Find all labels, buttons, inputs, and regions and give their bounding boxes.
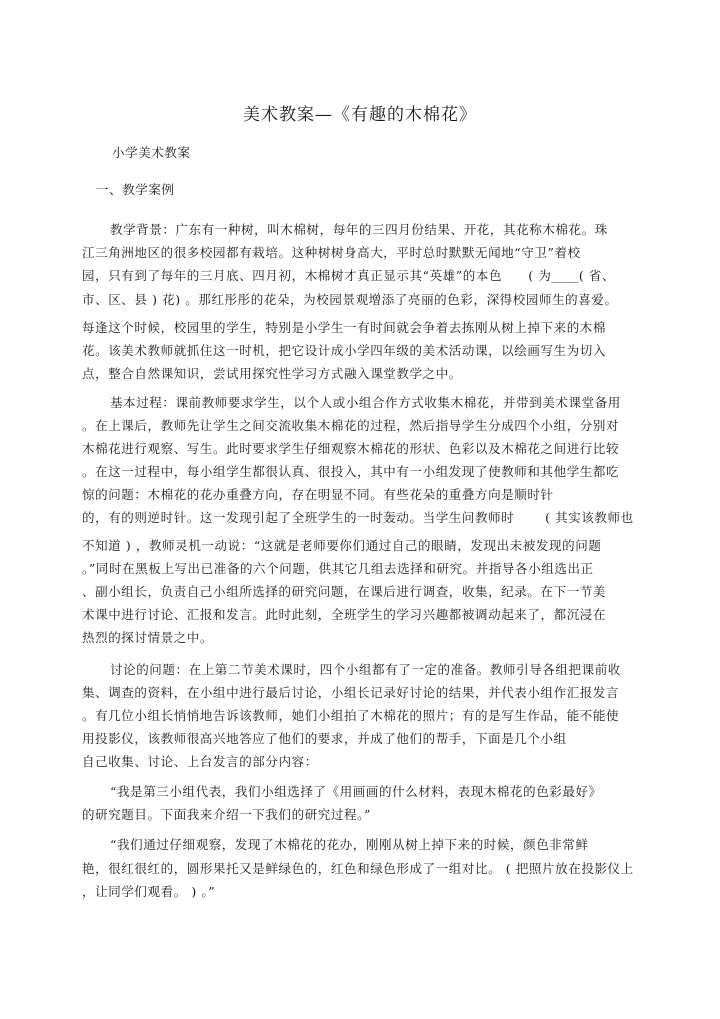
text-line: 花。该美术教师就抓住这一时机，把它设计成小学四年级的美术活动课，以绘画写生为切入 (82, 343, 607, 358)
text-line: 的研究题目。下面我来介绍一下我们的研究过程。” (82, 807, 371, 822)
text-line: 热烈的探讨情景之中。 (82, 630, 214, 645)
text-line: 基本过程：课前教师要求学生，以个人或小组合作方式收集木棉花，并带到美术课堂备用 (110, 395, 621, 410)
text-line: 艳，很红很红的，圆形果托又是鲜绿色的，红色和绿色形成了一组对比。 ( 把照片放在投影仪上 (82, 861, 634, 876)
text-line: 园，只有到了每年的三月底、四月初，木棉树才真正显示其“英雄”的本色 ( 为____( 省、 (82, 268, 616, 283)
text-line: “我们通过仔细观察，发现了木棉花的花办，刚刚从树上掉下来的时候，颜色非常鲜 (110, 837, 589, 852)
text-line: 。在上课后，教师先让学生之间交流收集木棉花的过程，然后指导学生分成四个小组，分别对 (82, 418, 620, 433)
text-line: 不知道 ) ，教师灵机一动说：“这就是老师要你们通过自己的眼睛，发现出未被发现的问题 (82, 538, 602, 553)
page-title: 美术教案—《有趣的木棉花》 (243, 105, 477, 125)
text-line: 木棉花进行观察、写生。此时要求学生仔细观察木棉花的形状、色彩以及木棉花之间进行比较 (82, 441, 620, 456)
section-heading: 一、教学案例 (96, 182, 175, 197)
text-line: 术课中进行讨论、汇报和发言。此时此刻，全班学生的学习兴趣都被调动起来了，都沉浸在 (82, 607, 607, 622)
text-line: 教学背景：广东有一种树，叫木棉树，每年的三四月份结果、开花，其花称木棉花。珠 (110, 222, 608, 237)
text-line: 。有几位小组长悄悄地告诉该教师，她们小组拍了木棉花的照片；有的是写生作品，能不能使 (82, 708, 620, 723)
subtitle: 小学美术教案 (112, 145, 191, 160)
text-line: 自己收集、讨论、上台发言的部分内容： (82, 754, 318, 769)
text-line: 用投影仪，该教师很高兴地答应了他们的要求，并成了他们的帮手，下面是几个小组 (82, 731, 567, 746)
text-line: 的，有的则逆时针。这一发现引起了全班学生的一时轰动。当学生问教师时 ( 其实该教师也 (82, 510, 634, 525)
text-line: 市、区、县 ) 花) 。那红彤彤的花朵，为校园景观增添了亮丽的色彩，深得校园师生的喜爱。 (82, 292, 618, 307)
text-line: 。”同时在黑板上写出已准备的六个问题，供其它几组去选择和研究。并指导各小组选出正 (82, 561, 594, 576)
text-line: “我是第三小组代表，我们小组选择了《用画画的什么材料，表现木棉花的色彩最好》 (110, 784, 602, 799)
text-line: 讨论的问题：在上第二节美术课时，四个小组都有了一定的准备。教师引导各组把课前收 (110, 662, 621, 677)
text-line: 点，整合自然课知识，尝试用探究性学习方式融入课堂教学之中。 (82, 366, 462, 381)
text-line: ，让同学们观看。 ) 。” (82, 884, 216, 899)
text-line: 每逢这个时候，校园里的学生，特别是小学生一有时间就会争着去拣刚从树上掉下来的木棉 (82, 320, 607, 335)
text-line: 惊的问题：木棉花的花办重叠方向，存在明显不同。有些花朵的重叠方向是顺时针 (82, 487, 554, 502)
text-line: 集、调查的资料，在小组中进行最后讨论，小组长记录好讨论的结果，并代表小组作汇报发言 (82, 685, 620, 700)
text-line: 、副小组长，负责自己小组所选择的研究问题，在课后进行调查，收集，纪录。在下一节美 (82, 584, 607, 599)
text-line: 。在这一过程中，每小组学生都很认真、很投入，其中有一小组发现了使教师和其他学生都吃 (82, 464, 620, 479)
text-line: 江三角洲地区的很多校园都有栽培。这种树树身高大，平时总时默默无闻地“守卫”着校 (82, 245, 581, 260)
